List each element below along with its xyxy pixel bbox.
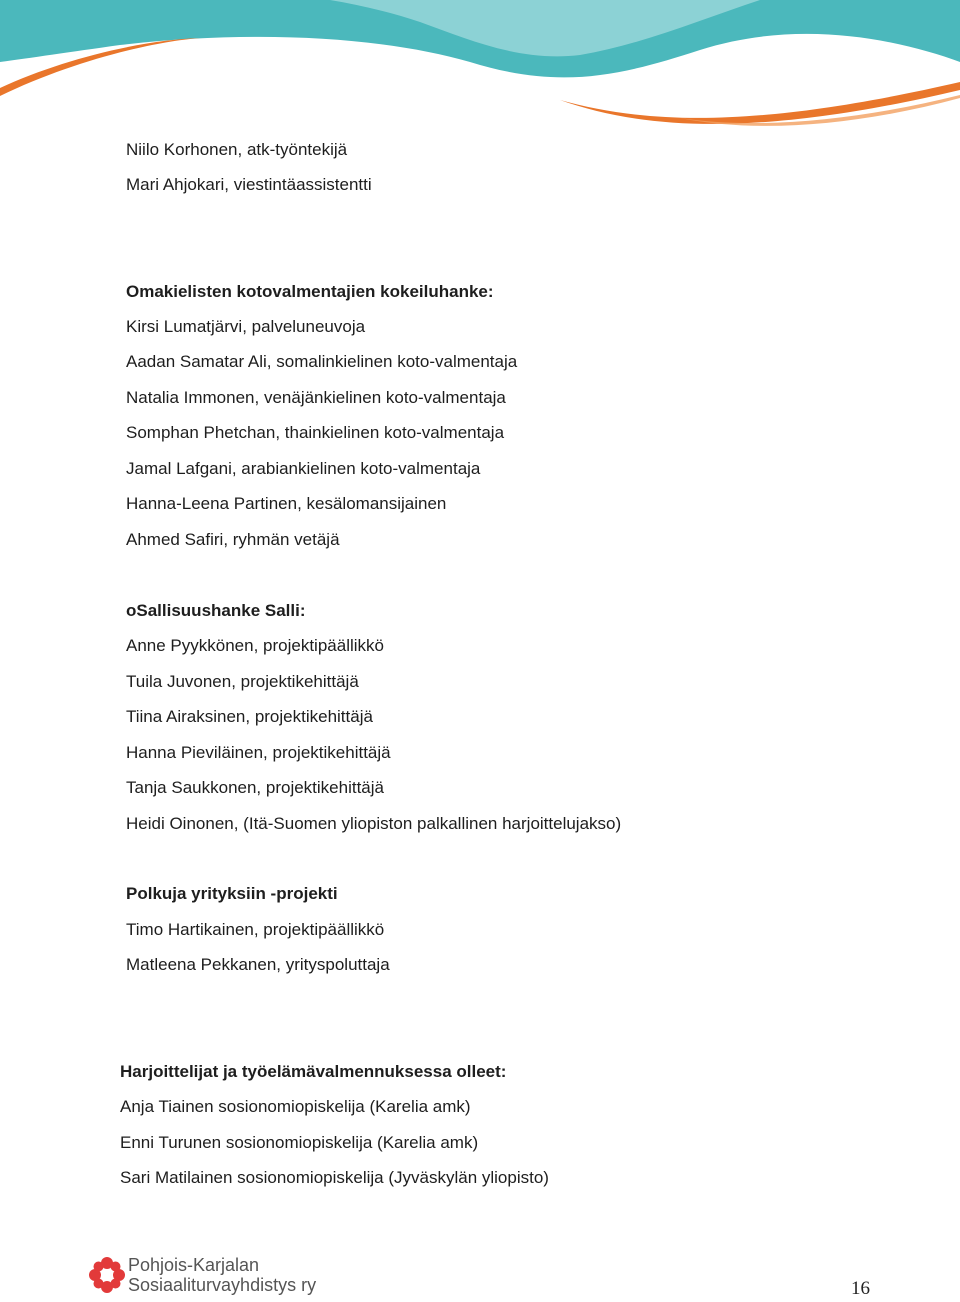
staff-line: Hanna Pieviläinen, projektikehittäjä: [126, 743, 391, 762]
staff-line: Aadan Samatar Ali, somalinkielinen koto-valmentaja: [126, 352, 518, 371]
staff-line: Sari Matilainen sosionomiopiskelija (Jyväskylän yliopisto): [120, 1168, 549, 1187]
staff-line: Somphan Phetchan, thainkielinen koto-valmentaja: [126, 423, 505, 442]
staff-line: Anne Pyykkönen, projektipäällikkö: [126, 636, 384, 655]
staff-line: Matleena Pekkanen, yrityspoluttaja: [126, 955, 390, 974]
flower-logo-icon: [88, 1256, 126, 1294]
staff-line: Kirsi Lumatjärvi, palveluneuvoja: [126, 317, 366, 336]
staff-line: Tiina Airaksinen, projektikehittäjä: [126, 707, 373, 726]
staff-line: Anja Tiainen sosionomiopiskelija (Karelia amk): [120, 1097, 471, 1116]
header-wave-decoration: [0, 0, 960, 135]
section-heading: Omakielisten kotovalmentajien kokeiluhanke:: [126, 282, 494, 301]
staff-line: Enni Turunen sosionomiopiskelija (Karelia amk): [120, 1133, 479, 1152]
staff-line: Mari Ahjokari, viestintäassistentti: [126, 175, 372, 194]
staff-line: Natalia Immonen, venäjänkielinen koto-valmentaja: [126, 388, 506, 407]
staff-line: Jamal Lafgani, arabiankielinen koto-valmentaja: [126, 459, 481, 478]
logo-line-1: Pohjois-Karjalan: [128, 1255, 260, 1275]
page-number: 16: [851, 1278, 870, 1299]
staff-line: Heidi Oinonen, (Itä-Suomen yliopiston palkallinen harjoittelujakso): [126, 814, 622, 833]
staff-line: Hanna-Leena Partinen, kesälomansijainen: [126, 494, 447, 513]
staff-line: Tanja Saukkonen, projektikehittäjä: [126, 778, 384, 797]
staff-line: Tuila Juvonen, projektikehittäjä: [126, 672, 359, 691]
section-heading: Harjoittelijat ja työelämävalmennuksessa olleet:: [120, 1062, 507, 1081]
staff-line: Niilo Korhonen, atk-työntekijä: [126, 140, 348, 159]
staff-line: Timo Hartikainen, projektipäällikkö: [126, 920, 385, 939]
logo-line-2: Sosiaaliturvayhdistys ry: [128, 1275, 317, 1295]
staff-line: Ahmed Safiri, ryhmän vetäjä: [126, 530, 340, 549]
section-heading: Polkuja yrityksiin -projekti: [126, 884, 338, 903]
logo-text: [128, 1255, 316, 1295]
section-heading: oSallisuushanke Salli:: [126, 601, 306, 620]
